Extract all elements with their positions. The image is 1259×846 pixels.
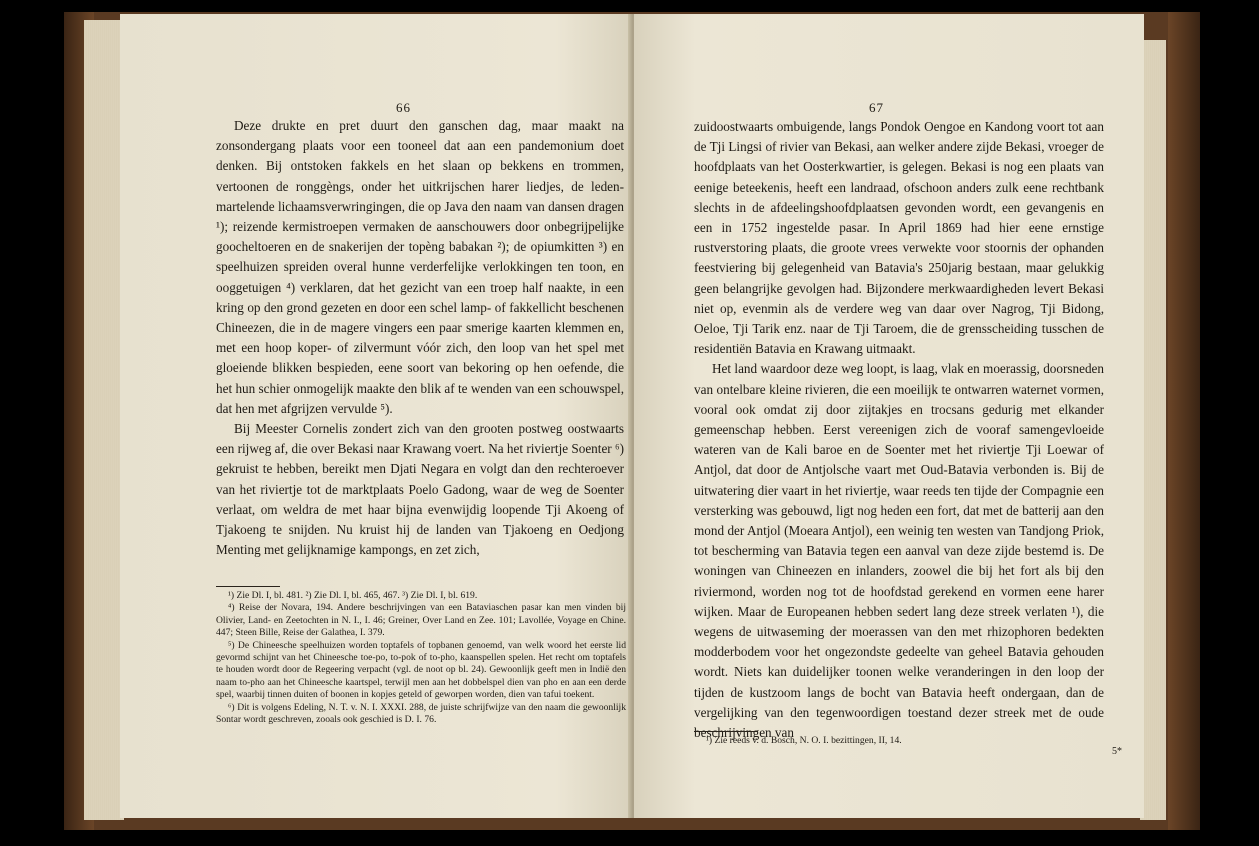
left-paragraph-2: Bij Meester Cornelis zondert zich van den grooten postweg oostwaarts een rijweg af, die over Bekasi naar Krawang voert. Na het riviertje Soenter ⁶) gekruist te hebben, bereikt men Djati Negara en volgt dan den rechteroever van het riviertje tot de marktplaats Poelo Gadong, waar de weg de Soenter verlaat, om weldra de met haar bijna evenwijdig loopende Tji Akoeng of Tjakoeng te snijden. Nu kruist hij de landen van Tjakoeng en Oedjong Menting met gelijknamige kampongs, en zet zich,: [216, 421, 624, 558]
left-page: [120, 14, 632, 818]
right-footnotes: [694, 731, 1104, 747]
cover-edge-right: [1168, 12, 1200, 830]
signature-mark: 5*: [1112, 746, 1122, 757]
right-paragraph-2: Het land waardoor deze weg loopt, is laag, vlak en moerassig, doorsneden van ontelbare kleine rivieren, die een moeilijk te ontwarren waternet vormen, vooral ook omdat zij door zijtakjes en trocsans gedurig met elkander gemeenschap hebben. Eerst vereenigen zich de vooraf samengevloeide wateren van de Kali baroe en de Soenter met het riviertje Tji Loewar of Antjol, dat door de Antjolsche vaart met Oud-Batavia verbonden is. Bij de uitwatering dier vaart in het riviertje, waar reeds ten tijde der Compagnie een versterking was gebouwd, ligt nog heden een fort, dat met de batterij aan den mond der Antjol (Moeara Antjol), een weinig ten westen van Tandjong Priok, tot bescherming van Batavia tegen een aanval van deze zijde bestemd is. De woningen van Chineezen en inlanders, zoowel die bij het fort als bij den riviermond, worden nog tot de hoofdstad gerekend en vormen eene harer wijken. Maar de Europeanen hebben sedert lang deze streek verlaten ¹), die wegens de uitwaseming der moerassen van den met rhizophoren bedekten modderbodem voor het ongezondste gedeelte van geheel Batavia gehouden wordt. Niets kan duidelijker toonen welke veranderingen in den loop der tijden de kustzoom langs de bocht van Batavia heeft ondergaan, dan de vergelijking van den tegenwoordigen toestand dezer streek met de oude beschrijvingen van: [694, 361, 1104, 741]
right-body-text: [694, 117, 1104, 743]
page-number-right: 67: [869, 100, 884, 115]
left-paragraph-1: Deze drukte en pret duurt den ganschen dag, maar maakt na zonsondergang plaats voor een tooneel dat aan een pandemonium doet denken. Bij ontstoken fakkels en het slaan op bekkens en trommen, vertoonen de ronggèngs, onder het uitkrijschen harer liedjes, de leden-martelende lichaamsverwringingen, die op Java den naam van dansen dragen ¹); reizende kermistroepen vermaken de aanschouwers door onbegrijpelijke goocheltoeren en de snakerijen der topèng babakan ²); de opiumkitten ³) en speelhuizen spreiden overal hunne verderfelijke verlokkingen ten toon, en ooggetuigen ⁴) verklaren, dat het gezicht van een troep half naakte, in een kring op den grond gezeten en door een schel lamp- of fakkellicht beschenen Chineezen, die in de magere vingers een paar smerige kaarten klemmen en, met een hoop koper- of zilvermunt vóór zich, den loop van het spel met gloeiende blikken bespieden, eene soort van bekoring op hen oefende, die het hun schier onmogelijk maakte den blik af te wenden van een schouwspel, dat hen met afgrijzen vervulde ⁵).: [216, 118, 624, 416]
right-page: [634, 14, 1144, 818]
page-number-left: 66: [396, 100, 411, 115]
footnote: ⁴) Reise der Novara, 194. Andere beschrijvingen van een Bataviaschen pasar kan men vinden bij Olivier, Land- en Zeetochten in N. I., I. 46; Greiner, Over Land en Zee. 101; Lavollée, Voyage en Chine. 447; Steen Bille, Reise der Galathea, I. 379.: [216, 602, 626, 639]
footnote-rule: [694, 731, 758, 732]
footnote-rule: [216, 586, 280, 587]
left-body-text: [216, 116, 624, 560]
page-stack-left: [84, 20, 124, 820]
footnote: ⁶) Dit is volgens Edeling, N. T. v. N. I. XXXI. 288, de juiste schrijfwijze van den naam die gewoonlijk Sontar wordt geschreven, zooals ook geschied is D. I. 76.: [216, 701, 626, 726]
footnote: ¹) Zie Dl. I, bl. 481. ²) Zie Dl. I, bl. 465, 467. ³) Zie Dl. I, bl. 619.: [228, 590, 478, 601]
footnote: ¹) Zie reeds v. d. Bosch, N. O. I. bezittingen, II, 14.: [706, 735, 902, 746]
right-paragraph-1: zuidoostwaarts ombuigende, langs Pondok Oengoe en Kandong voort tot aan de Tji Lingsi of rivier van Bekasi, aan welker andere zijde Bekasi, vroeger de hoofdplaats van het Oosterkwartier, is gelegen. Bekasi is nog een plaats van eenige beteekenis, heeft een landraad, ofschoon anders zulk eene rechtbank slechts in de afdeelingshoofdplaatsen gevonden wordt, een gevangenis en een in 1752 ingestelde pasar. In April 1869 had hier eene ernstige rustverstoring plaats, die groote vrees verwekte voor stoornis der ophanden feestviering bij gelegenheid van Batavia's 250jarig bestaan, maar gelukkig geen belangrijke gevolgen had. Bijzondere merkwaardigheden levert Bekasi niet op, evenmin als de verdere weg van daar over Nagrog, Tji Bidong, Oeloe, Tji Tarik enz. naar de Tji Taroem, die de grensscheiding tusschen de residentiën Batavia en Krawang uitmaakt.: [694, 119, 1104, 357]
footnote: ⁵) De Chineesche speelhuizen worden toptafels of topbanen genoemd, van welk woord het eerste lid gevormd schijnt van het Chineesche toe-po, to-pok of to-pho, kaanspellen spelen. Het recht om toptafels te houden wordt door de Regeering verpacht (vgl. de noot op bl. 24). Gewoonlijk geeft men in Indië den naam to-pho aan het Chineesche kaartspel, terwijl men aan het dobbelspel dien van pho en aan een derde spel, waarbij tinnen duiten of boonen in kopjes geteld of geworpen worden, dien van tafui toekent.: [216, 639, 626, 701]
left-footnotes: [216, 586, 626, 726]
